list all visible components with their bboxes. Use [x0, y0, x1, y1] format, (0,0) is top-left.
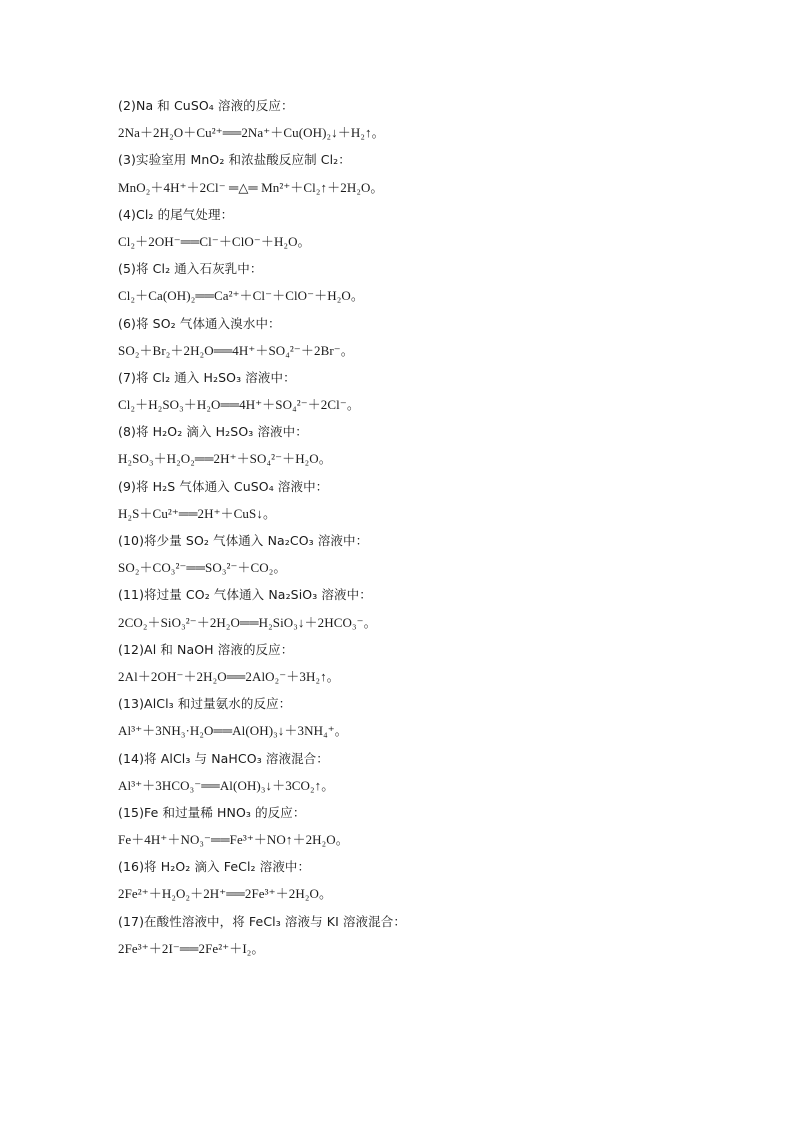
item-2-heading: (2)Na 和 CuSO₄ 溶液的反应：	[118, 98, 294, 113]
item-14-equation: Al³⁺＋3HCO₃⁻══Al(OH)₃↓＋3CO₂↑。	[118, 777, 335, 793]
item-9-heading: (9)将 H₂S 气体通入 CuSO₄ 溶液中：	[118, 478, 329, 494]
item-5-heading: (5)将 Cl₂ 通入石灰乳中：	[118, 261, 263, 277]
item-15-heading: (15)Fe 和过量稀 HNO₃ 的反应：	[118, 804, 306, 820]
item-3-heading: (3)实验室用 MnO₂ 和浓盐酸反应制 Cl₂：	[118, 152, 351, 168]
item-12-heading: (12)Al 和 NaOH 溶液的反应：	[118, 641, 294, 657]
item-6-heading: (6)将 SO₂ 气体通入溴水中：	[118, 315, 281, 331]
item-6-equation: SO₂＋Br₂＋2H₂O══4H⁺＋SO₄²⁻＋2Br⁻。	[118, 342, 354, 358]
item-15-equation: Fe＋4H⁺＋NO₃⁻══Fe³⁺＋NO↑＋2H₂O。	[118, 832, 349, 848]
item-10-heading: (10)将少量 SO₂ 气体通入 Na₂CO₃ 溶液中：	[118, 533, 369, 548]
item-7-equation: Cl₂＋H₂SO₃＋H₂O══4H⁺＋SO₄²⁻＋2Cl⁻。	[118, 397, 360, 413]
item-2-equation: 2Na＋2H₂O＋Cu²⁺══2Na⁺＋Cu(OH)₂↓＋H₂↑。	[118, 125, 385, 141]
item-7-heading: (7)将 Cl₂ 通入 H₂SO₃ 溶液中：	[118, 369, 296, 385]
item-8-equation: H₂SO₃＋H₂O₂══2H⁺＋SO₄²⁻＋H₂O。	[118, 451, 332, 467]
item-4-equation: Cl₂＋2OH⁻══Cl⁻＋ClO⁻＋H₂O。	[118, 233, 311, 249]
document-page	[118, 92, 738, 962]
item-14-heading: (14)将 AlCl₃ 与 NaHCO₃ 溶液混合：	[118, 750, 329, 766]
item-3-equation: MnO₂＋4H⁺＋2Cl⁻ ═△═ Mn²⁺＋Cl₂↑＋2H₂O。	[118, 179, 384, 195]
item-16-equation: 2Fe²⁺＋H₂O₂＋2H⁺══2Fe³⁺＋2H₂O。	[118, 886, 333, 902]
item-5-equation: Cl₂＋Ca(OH)₂══Ca²⁺＋Cl⁻＋ClO⁻＋H₂O。	[118, 288, 364, 304]
item-12-equation: 2Al＋2OH⁻＋2H₂O══2AlO₂⁻＋3H₂↑。	[118, 668, 340, 684]
item-13-heading: (13)AlCl₃ 和过量氨水的反应：	[118, 696, 292, 712]
item-16-heading: (16)将 H₂O₂ 滴入 FeCl₂ 溶液中：	[118, 859, 311, 875]
item-13-equation: Al³⁺＋3NH₃·H₂O══Al(OH)₃↓＋3NH₄⁺。	[118, 723, 348, 739]
item-11-heading: (11)将过量 CO₂ 气体通入 Na₂SiO₃ 溶液中：	[118, 587, 372, 603]
item-11-equation: 2CO₂＋SiO₃²⁻＋2H₂O══H₂SiO₃↓＋2HCO₃⁻。	[118, 614, 377, 630]
item-10-equation: SO₂＋CO₃²⁻══SO₃²⁻＋CO₂。	[118, 560, 287, 576]
item-8-heading: (8)将 H₂O₂ 滴入 H₂SO₃ 溶液中：	[118, 424, 308, 440]
item-17-equation: 2Fe³⁺＋2I⁻══2Fe²⁺＋I₂。	[118, 940, 265, 956]
item-17-heading: (17)在酸性溶液中，将 FeCl₃ 溶液与 KI 溶液混合：	[118, 913, 406, 929]
item-9-equation: H₂S＋Cu²⁺══2H⁺＋CuS↓。	[118, 505, 277, 521]
item-4-heading: (4)Cl₂ 的尾气处理：	[118, 206, 234, 222]
